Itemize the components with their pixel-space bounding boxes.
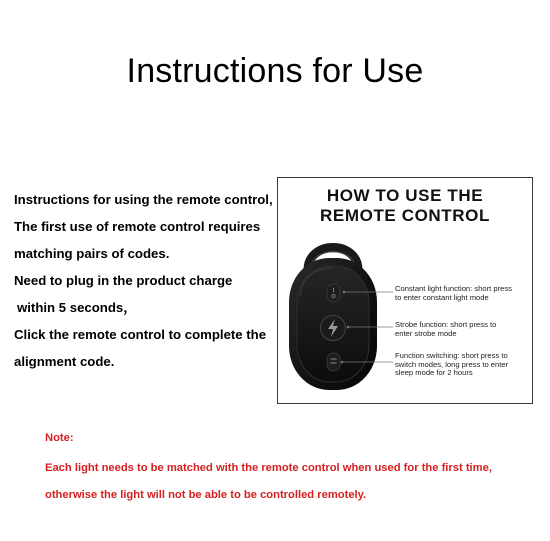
instruction-line: The first use of remote control requires	[14, 219, 261, 234]
instructions-text	[14, 186, 276, 375]
card-title-line: HOW TO USE THE	[326, 186, 484, 205]
callout-strobe	[395, 321, 529, 338]
note-line: Each light needs to be matched with the remote control when used for the first time,	[45, 462, 492, 474]
strobe-button[interactable]	[321, 316, 346, 341]
instruction-line: matching pairs of codes.	[14, 246, 170, 261]
callout-line: enter strobe mode	[395, 328, 457, 338]
instruction-line: Click the remote control to complete the	[14, 327, 267, 342]
callout-line: switch modes, long press to enter	[395, 359, 509, 369]
page-title: Instructions for Use	[126, 52, 424, 90]
instruction-line: Instructions for using the remote control,	[14, 192, 273, 207]
callout-line: sleep mode for 2 hours	[395, 368, 473, 378]
callout-line: to enter constant light mode	[395, 292, 489, 302]
callout-constant-light	[395, 285, 529, 302]
callout-line: Strobe function: short press to	[395, 320, 497, 329]
callout-function-switch	[395, 352, 529, 378]
constant-light-button[interactable]	[327, 284, 340, 302]
note-line: otherwise the light will not be able to be controlled remotely.	[45, 489, 367, 501]
function-switch-button[interactable]	[327, 353, 340, 371]
callout-line: Constant light function: short press	[395, 284, 512, 293]
instruction-line: within 5 seconds，	[17, 300, 137, 315]
card-title-line: REMOTE CONTROL	[320, 206, 490, 225]
callout-line: Function switching: short press to	[395, 351, 508, 360]
note-label: Note:	[45, 432, 74, 444]
instruction-line: alignment code.	[14, 354, 115, 369]
instruction-line: Need to plug in the product charge	[14, 273, 233, 288]
remote-control-card	[277, 177, 533, 404]
